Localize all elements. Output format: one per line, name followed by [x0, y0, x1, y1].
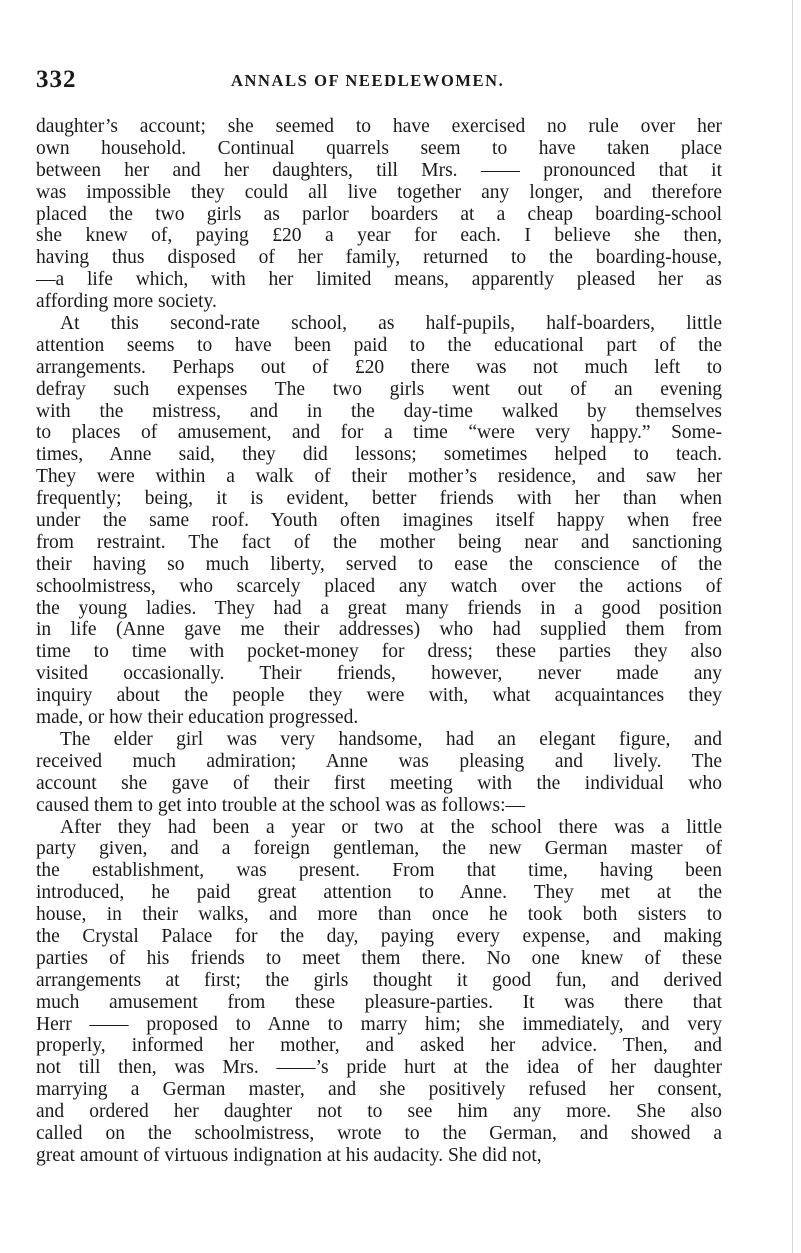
page-number: 332	[36, 66, 77, 93]
text-line: their having so much liberty, served to ease the conscience of the	[36, 553, 722, 575]
text-line: defray such expenses The two girls went out of an evening	[36, 378, 722, 400]
text-line: having thus disposed of her family, returned to the boarding-house,	[36, 247, 722, 269]
text-line: under the same roof. Youth often imagines itself happy when free	[36, 510, 722, 532]
page-edge-rule	[792, 0, 793, 1253]
text-line: They were within a walk of their mother’s residence, and saw her	[36, 466, 722, 488]
text-line: frequently; being, it is evident, better friends with her than when	[36, 488, 722, 510]
text-line: properly, informed her mother, and asked her advice. Then, and	[36, 1035, 722, 1057]
text-line: with the mistress, and in the day-time walked by themselves	[36, 400, 722, 422]
text-line: the Crystal Palace for the day, paying every expense, and making	[36, 925, 722, 947]
running-title: ANNALS OF NEEDLEWOMEN.	[231, 71, 505, 90]
text-line: schoolmistress, who scarcely placed any watch over the actions of	[36, 575, 722, 597]
text-line: After they had been a year or two at the school there was a little	[60, 816, 722, 838]
text-line: was impossible they could all live together any longer, and therefore	[36, 181, 722, 203]
text-line: to places of amusement, and for a time “were very happy.” Some-	[36, 422, 722, 444]
running-head	[36, 66, 726, 96]
text-line: made, or how their education progressed.	[36, 707, 359, 729]
text-line: between her and her daughters, till Mrs. —— pronounced that it	[36, 159, 722, 181]
text-line: from restraint. The fact of the mother being near and sanctioning	[36, 531, 722, 553]
text-line: account she gave of their first meeting with the individual who	[36, 772, 722, 794]
text-line: introduced, he paid great attention to Anne. They met at the	[36, 882, 722, 904]
text-line: much amusement from these pleasure-parties. It was there that	[36, 991, 722, 1013]
text-line: inquiry about the people they were with, what acquaintances they	[36, 685, 722, 707]
text-line: the young ladies. They had a great many friends in a good position	[36, 597, 722, 619]
text-line: affording more society.	[36, 291, 217, 313]
text-line: called on the schoolmistress, wrote to the German, and showed a	[36, 1122, 722, 1144]
text-line: times, Anne said, they did lessons; sometimes helped to teach.	[36, 444, 722, 466]
text-line: not till then, was Mrs. ——’s pride hurt at the idea of her daughter	[36, 1057, 722, 1079]
body-text	[36, 116, 722, 1167]
text-line: parties of his friends to meet them there. No one knew of these	[36, 947, 722, 969]
text-line: arrangements. Perhaps out of £20 there was not much left to	[36, 356, 722, 378]
text-line: house, in their walks, and more than once he took both sisters to	[36, 904, 722, 926]
text-line: daughter’s account; she seemed to have exercised no rule over her	[36, 116, 722, 137]
text-line: great amount of virtuous indignation at his audacity. She did not,	[36, 1144, 542, 1166]
text-line: and ordered her daughter not to see him any more. She also	[36, 1101, 722, 1123]
text-line: marrying a German master, and she positively refused her consent,	[36, 1079, 722, 1101]
text-line: time to time with pocket-money for dress; these parties they also	[36, 641, 722, 663]
text-line: she knew of, paying £20 a year for each. I believe she then,	[36, 225, 722, 247]
text-line: in life (Anne gave me their addresses) who had supplied them from	[36, 619, 722, 641]
text-line: received much admiration; Anne was pleasing and lively. The	[36, 750, 722, 772]
text-line: visited occasionally. Their friends, however, never made any	[36, 663, 722, 685]
text-line: attention seems to have been paid to the educational part of the	[36, 334, 722, 356]
text-line: —a life which, with her limited means, apparently pleased her as	[36, 269, 722, 291]
text-line: The elder girl was very handsome, had an elegant figure, and	[60, 728, 722, 750]
text-line: Herr —— proposed to Anne to marry him; she immediately, and very	[36, 1013, 722, 1035]
text-line: caused them to get into trouble at the school was as follows:—	[36, 794, 526, 816]
text-line: At this second-rate school, as half-pupils, half-boarders, little	[60, 313, 722, 335]
text-line: placed the two girls as parlor boarders at a cheap boarding-school	[36, 203, 722, 225]
text-line: own household. Continual quarrels seem to have taken place	[36, 137, 722, 159]
text-line: arrangements at first; the girls thought it good fun, and derived	[36, 969, 722, 991]
text-line: the establishment, was present. From that time, having been	[36, 860, 722, 882]
text-line: party given, and a foreign gentleman, the new German master of	[36, 838, 722, 860]
